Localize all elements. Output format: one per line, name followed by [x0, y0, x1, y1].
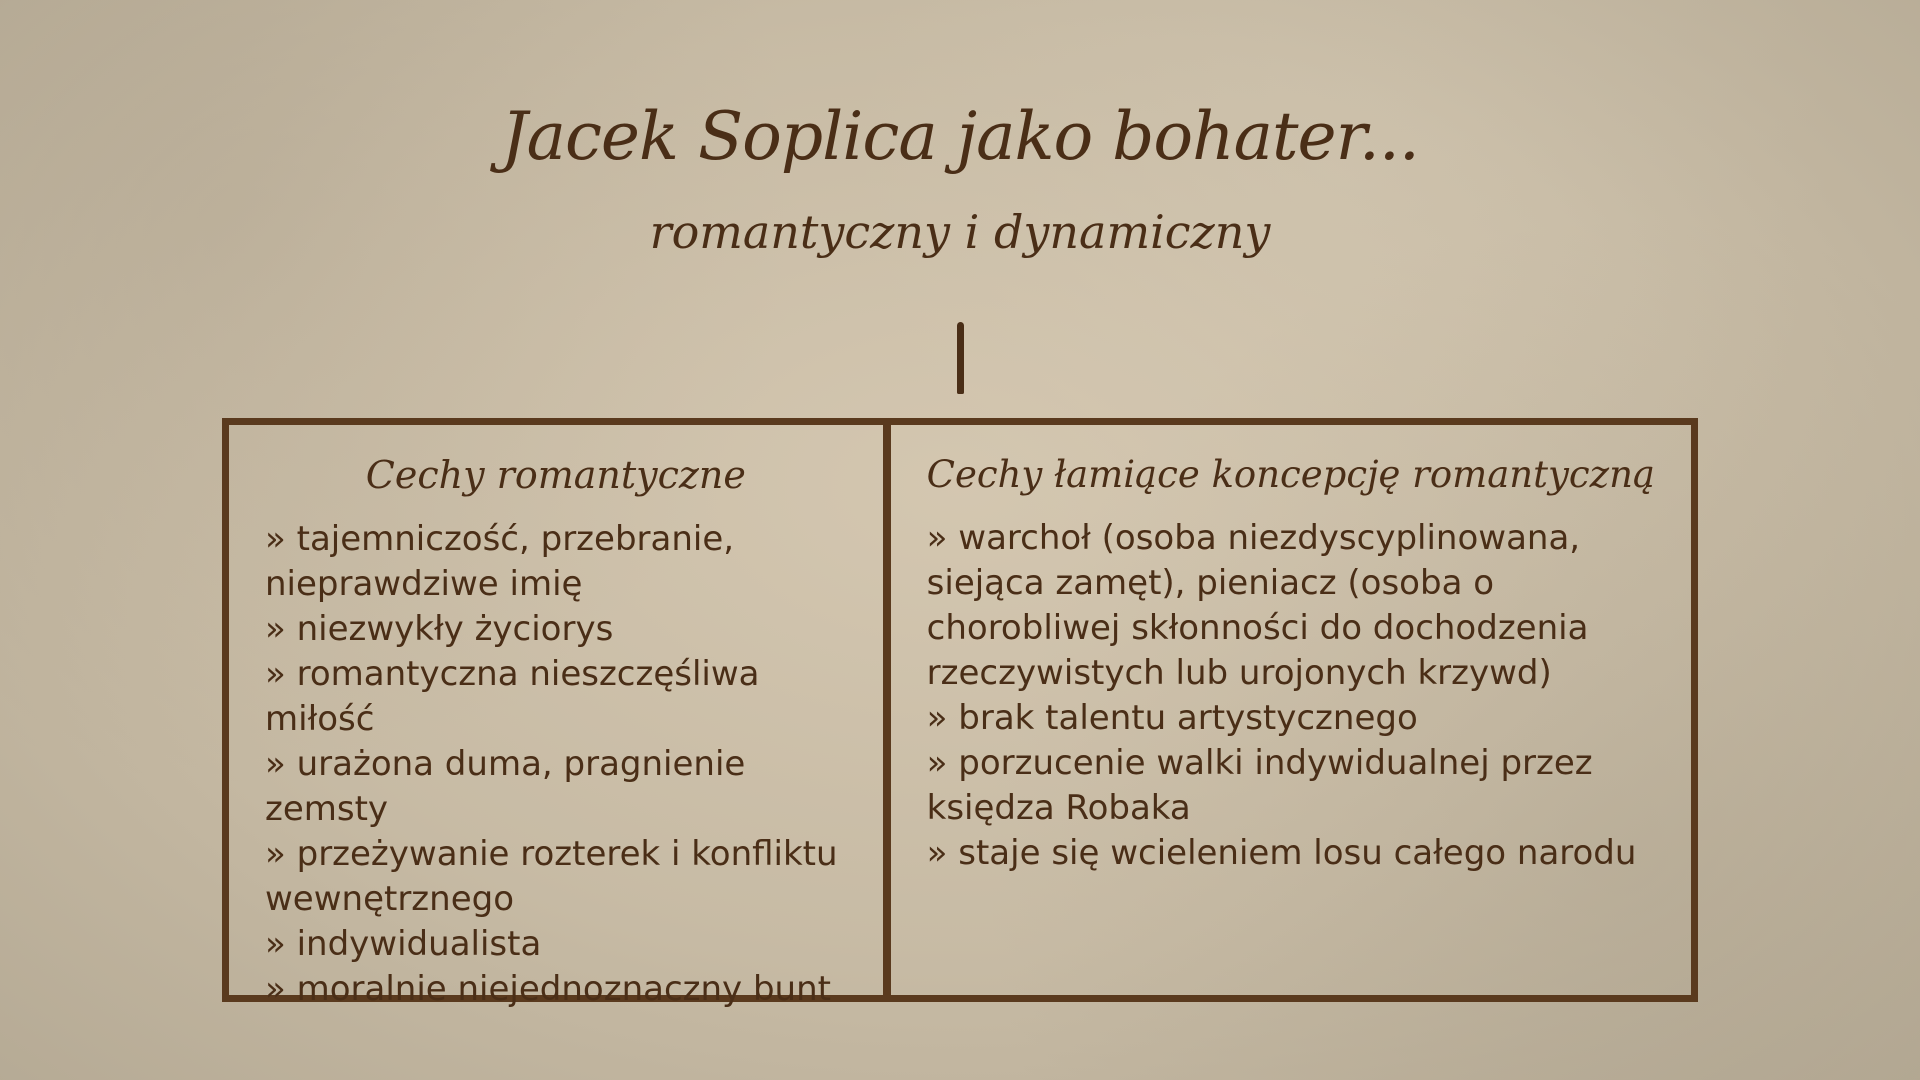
romantic-traits-heading: Cechy romantyczne: [365, 453, 746, 497]
list-item: » urażona duma, pragnienie zemsty: [265, 744, 746, 829]
list-item: » romantyczna nieszczęśliwa miłość: [265, 654, 760, 739]
list-item: » staje się wcieleniem losu całego narodu: [926, 833, 1637, 873]
connector-line: [957, 322, 964, 394]
list-item: » porzucenie walki indywidualnej przez księdza Robaka: [926, 743, 1593, 828]
anti-romantic-traits-list: [927, 516, 1655, 876]
list-item: » tajemniczość, przebranie, nieprawdziwe imię: [265, 519, 735, 604]
comparison-table: [222, 418, 1698, 1009]
anti-romantic-traits-heading: Cechy łamiące koncepcję romantyczną: [926, 453, 1655, 496]
slide-subtitle: romantyczny i dynamiczny: [649, 205, 1271, 259]
romantic-traits-column: [229, 425, 891, 1009]
list-item: » przeżywanie rozterek i konfliktu wewnętrznego: [265, 834, 838, 919]
list-item: » moralnie niejednoznaczny bunt: [265, 969, 831, 1009]
list-item: » niezwykły życiorys: [265, 609, 614, 649]
slide-title: Jacek Soplica jako bohater...: [501, 98, 1419, 175]
list-item: » warchoł (osoba niezdyscyplinowana, siejąca zamęt), pieniacz (osoba o chorobliwej skłonności do dochodzenia rzeczywistych lub urojonych krzywd): [926, 518, 1589, 693]
romantic-traits-list: [265, 517, 847, 1012]
list-item: » brak talentu artystycznego: [926, 698, 1418, 738]
list-item: » indywidualista: [265, 924, 542, 964]
anti-romantic-traits-column: [891, 425, 1691, 995]
